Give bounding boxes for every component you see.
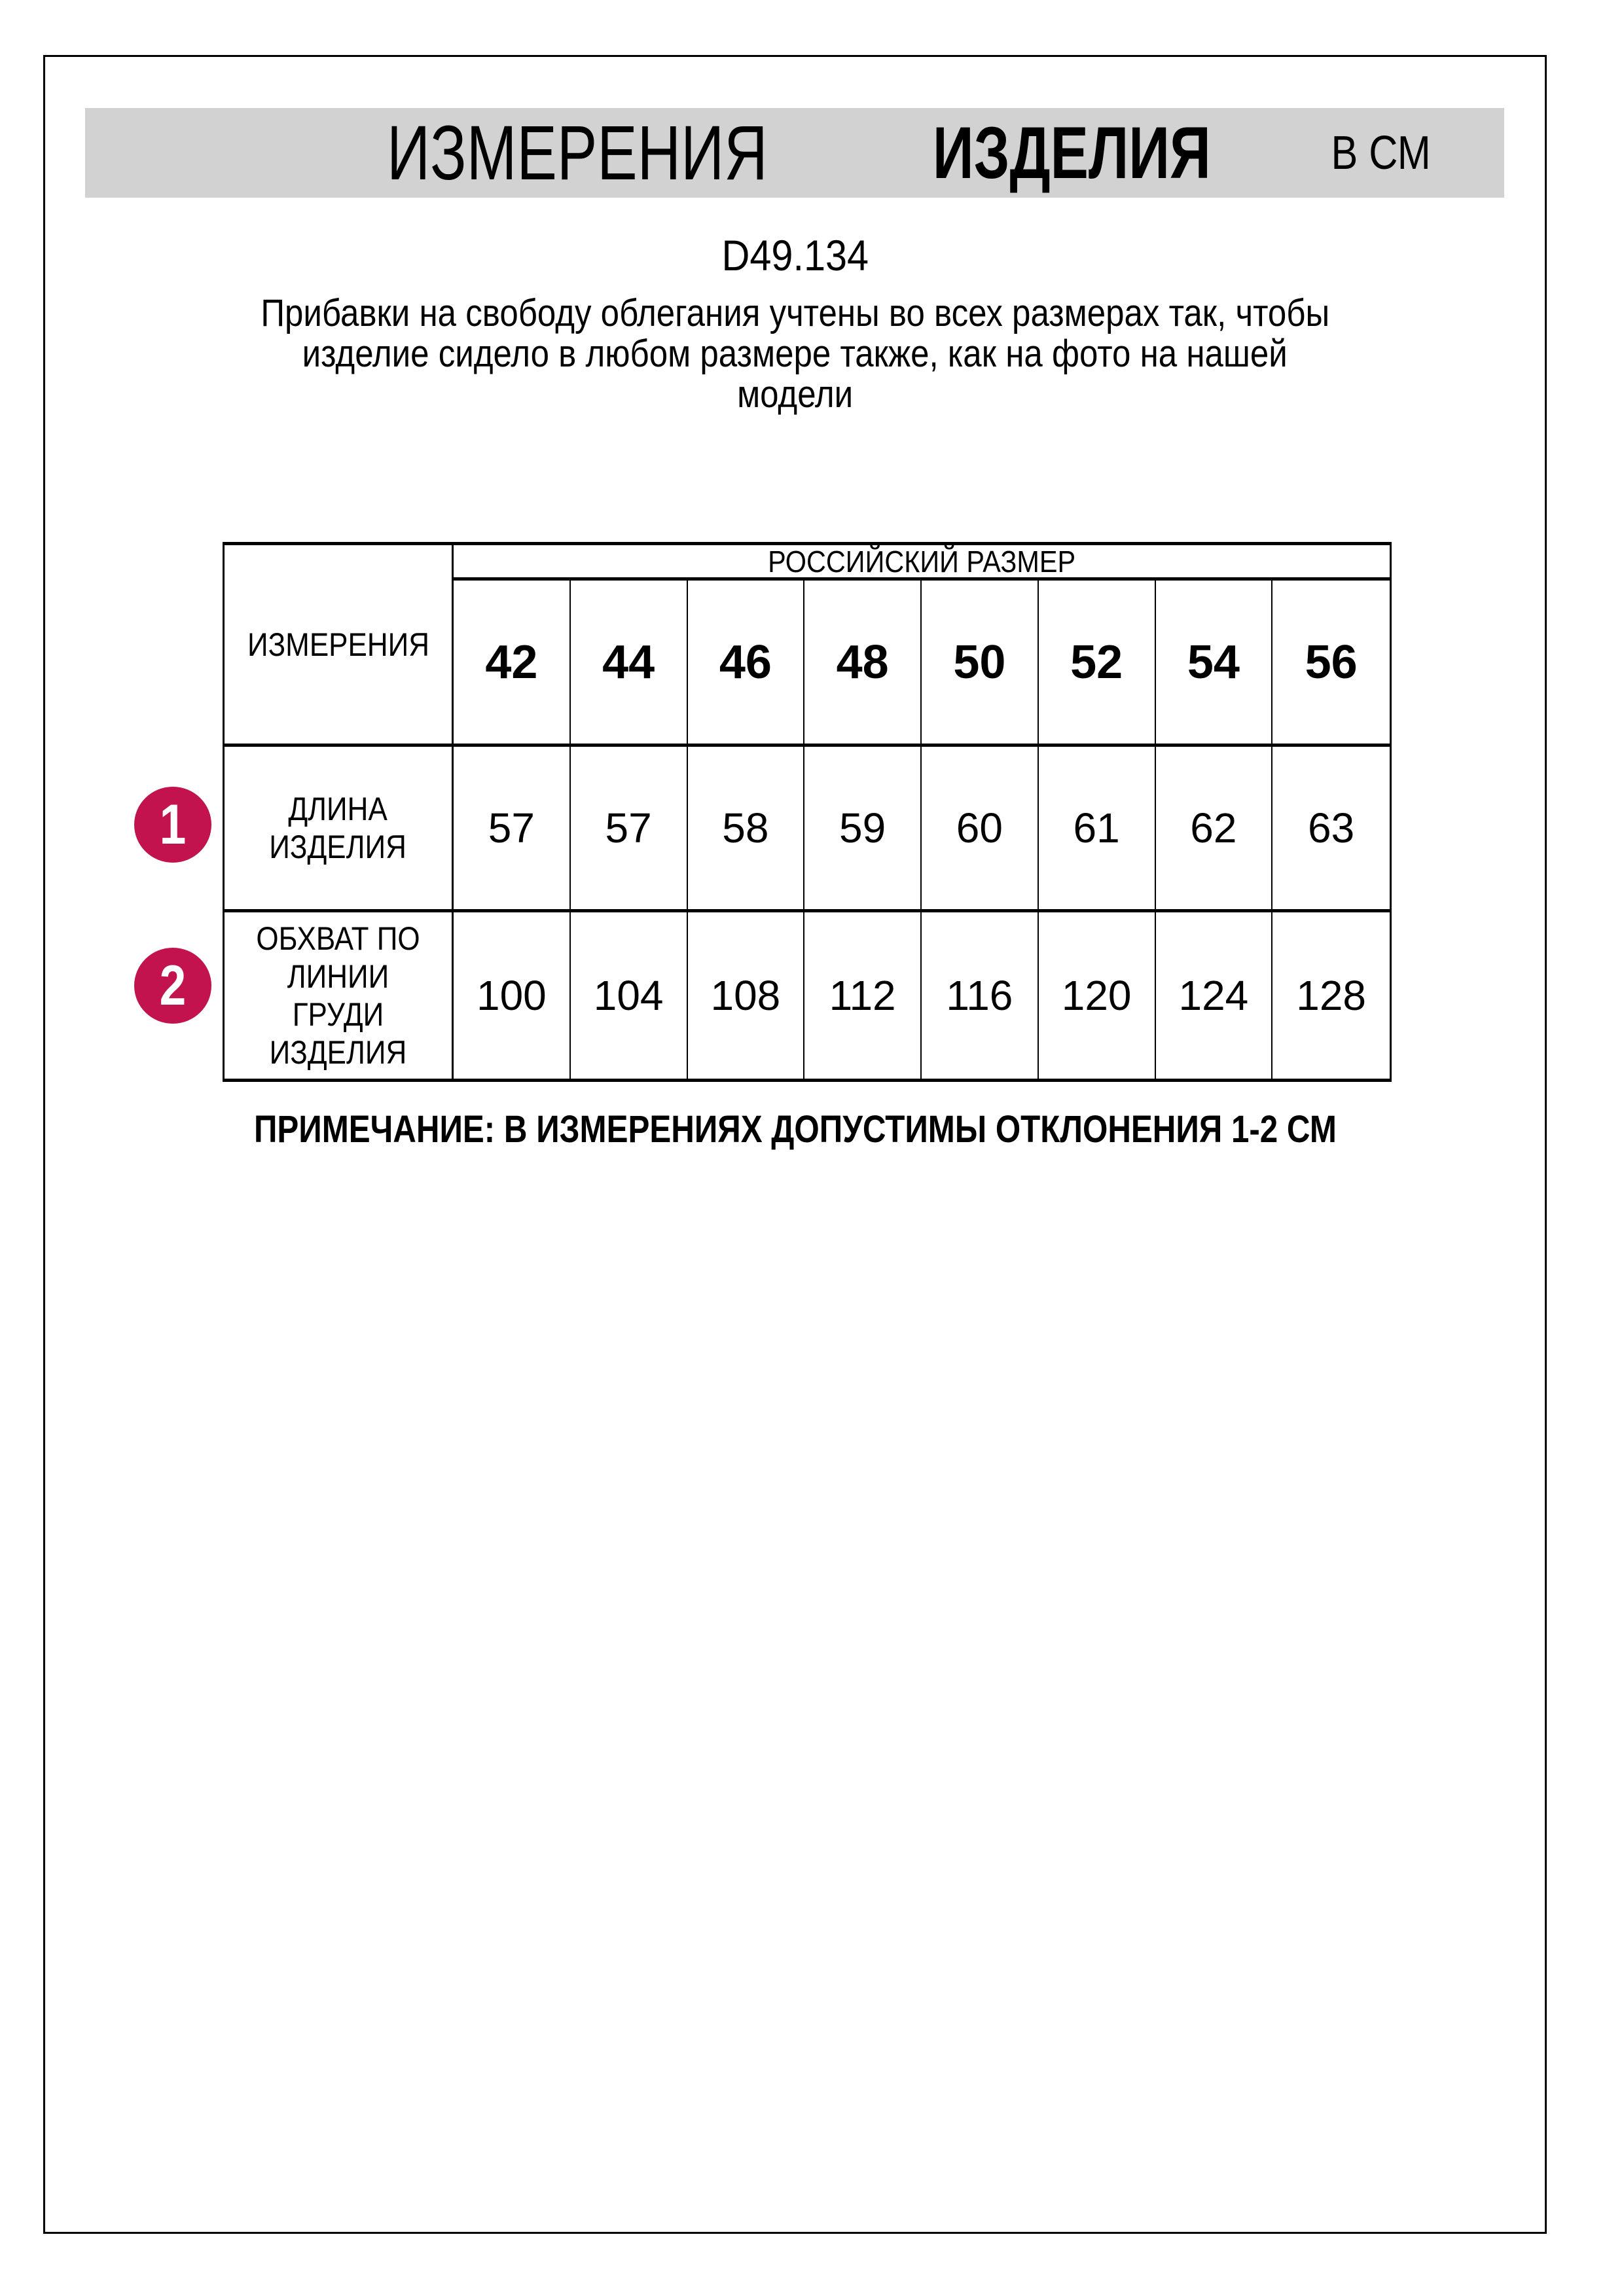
row-label-chest: ОБХВАТ ПО ЛИНИИ ГРУДИ ИЗДЕЛИЯ bbox=[225, 912, 454, 1079]
chest-value: 120 bbox=[1039, 912, 1156, 1079]
length-value: 57 bbox=[454, 747, 571, 912]
chest-value: 124 bbox=[1156, 912, 1273, 1079]
chest-value: 100 bbox=[454, 912, 571, 1079]
size-column-header: 54 bbox=[1156, 581, 1273, 747]
size-table bbox=[223, 542, 1392, 1082]
length-value: 60 bbox=[922, 747, 1039, 912]
length-value: 58 bbox=[688, 747, 805, 912]
tolerance-note: ПРИМЕЧАНИЕ: В ИЗМЕРЕНИЯХ ДОПУСТИМЫ ОТКЛОНЕНИЯ 1-2 СМ bbox=[253, 1108, 1337, 1151]
chest-value: 112 bbox=[804, 912, 922, 1079]
chest-value: 104 bbox=[571, 912, 688, 1079]
header-bar bbox=[85, 108, 1504, 198]
row-marker-1-badge: 1 bbox=[134, 787, 211, 863]
table-corner-header: ИЗМЕРЕНИЯ bbox=[225, 545, 454, 747]
size-column-header: 44 bbox=[571, 581, 688, 747]
header-title-measurements: ИЗМЕРЕНИЯ bbox=[387, 109, 768, 196]
size-column-header: 42 bbox=[454, 581, 571, 747]
article-code: D49.134 bbox=[721, 231, 869, 279]
fit-description-line-3: модели bbox=[736, 373, 854, 416]
size-column-header: 46 bbox=[688, 581, 805, 747]
length-value: 59 bbox=[804, 747, 922, 912]
length-value: 62 bbox=[1156, 747, 1273, 912]
chest-value: 108 bbox=[688, 912, 805, 1079]
header-unit-label: В СМ bbox=[1331, 126, 1431, 179]
row-label-length: ДЛИНА ИЗДЕЛИЯ bbox=[225, 747, 454, 912]
fit-description-line-2: изделие сидело в любом размере также, как на фото на нашей bbox=[302, 332, 1288, 375]
size-column-header: 50 bbox=[922, 581, 1039, 747]
table-size-group-header: РОССИЙСКИЙ РАЗМЕР bbox=[454, 545, 1390, 581]
size-column-header: 48 bbox=[804, 581, 922, 747]
chest-value: 116 bbox=[922, 912, 1039, 1079]
chest-value: 128 bbox=[1296, 972, 1367, 1019]
row-marker-2-badge: 2 bbox=[134, 948, 211, 1024]
length-value: 61 bbox=[1039, 747, 1156, 912]
length-value: 57 bbox=[571, 747, 688, 912]
fit-description-line-1: Прибавки на свободу облегания учтены во всех размерах так, чтобы bbox=[261, 292, 1329, 334]
fit-description bbox=[43, 293, 1547, 415]
size-column-header: 52 bbox=[1039, 581, 1156, 747]
header-title-product: ИЗДЕЛИЯ bbox=[932, 112, 1211, 194]
size-column-header: 56 bbox=[1272, 581, 1390, 747]
length-value: 63 bbox=[1272, 747, 1390, 912]
